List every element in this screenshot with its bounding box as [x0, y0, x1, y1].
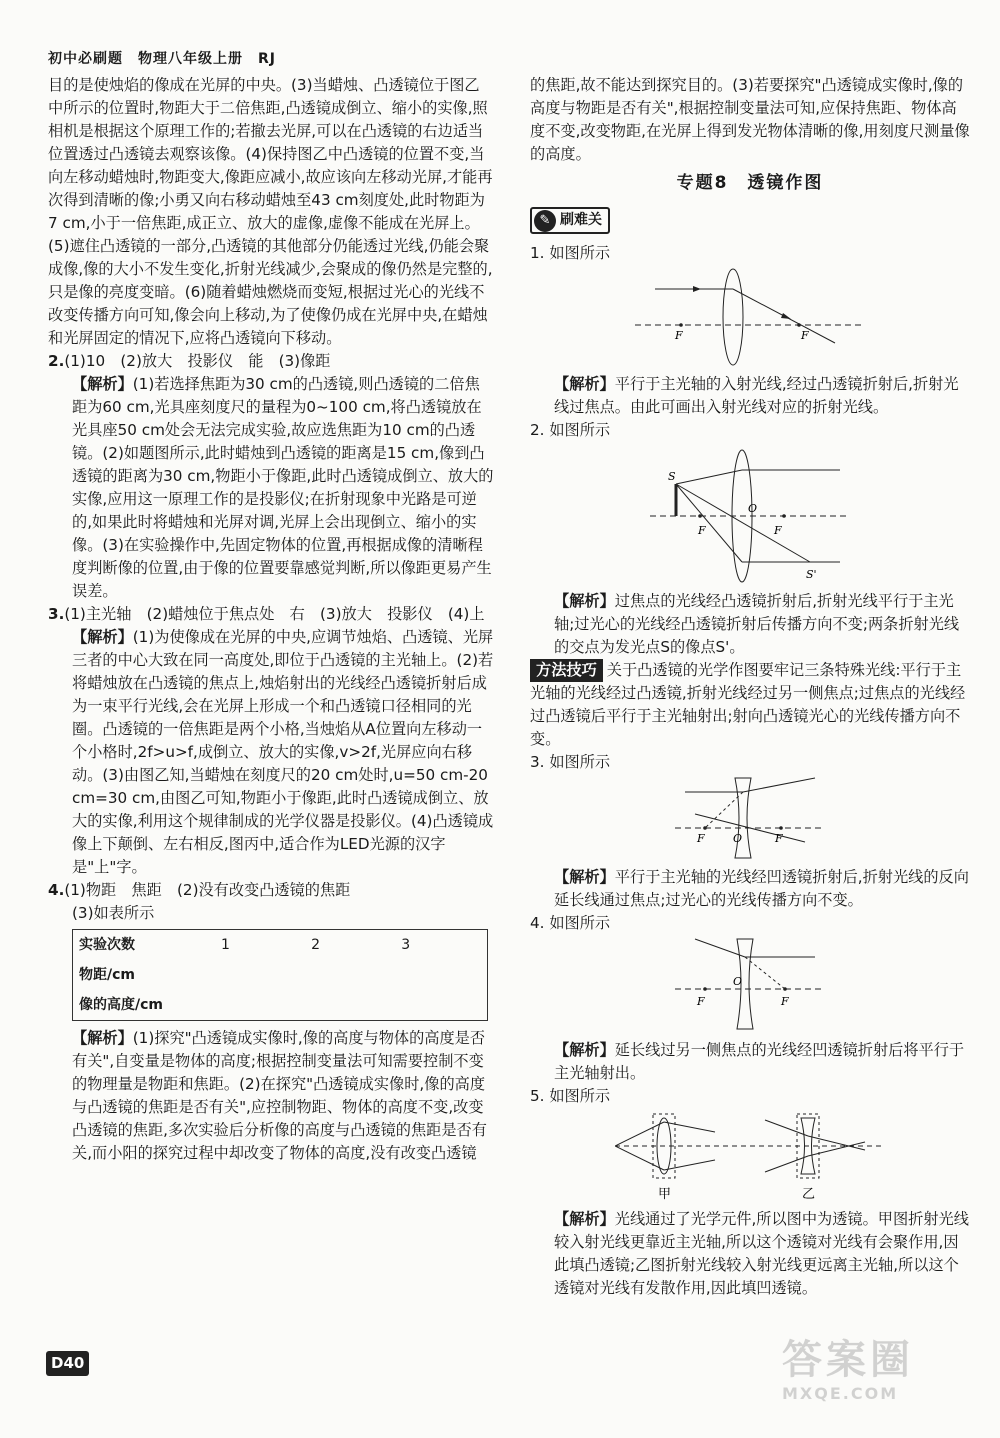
figure-convex-lens-parallel [635, 267, 865, 367]
q4-explanation-tag: 【解析】 [72, 1029, 133, 1047]
right-paragraph: 的焦距,故不能达到探究目的。(3)若要探究"凸透镜成实像时,像的高度与物距是否有关",根据控制变量法可知,应保持焦距、物体高度不变,改变物距,在光屏上得到发光物体清晰的像,用刻度尺测量像的高度。 [530, 76, 970, 163]
focus-label: F [774, 524, 782, 537]
q2-explanation [48, 373, 494, 603]
r-q2-label: 2. 如图所示 [530, 421, 611, 439]
q3-answer-text: (1)主光轴 (2)蜡烛位于焦点处 右 (3)放大 投影仪 (4)上 [64, 605, 485, 623]
q4-explanation-text: (1)探究"凸透镜成实像时,像的高度与物体的高度是否有关",自变量是物体的高度;根据控制变量法可知需要控制不变的物理量是物距和焦距。(2)在探究"凸透镜成实像时,像的高度与凸透镜的焦距是否有关",应控制物距、物体的高度不变,改变凸透镜的焦距,多次实验后分析像的高度与凸透镜的焦距是否有关,而小阳的探究过程中却改变了物体的高度,没有改变凸透镜 [72, 1029, 487, 1162]
image-point-label: S' [806, 568, 817, 581]
table-header-cell: 物距/cm [79, 966, 135, 983]
experiment-table [72, 929, 488, 1021]
r-q1-explanation [530, 373, 970, 419]
r-q3-tag: 【解析】 [554, 868, 615, 886]
table-row [73, 960, 488, 990]
q3-explanation [48, 626, 494, 879]
watermark [782, 1337, 982, 1403]
figure-concave-lens-parallel [675, 776, 825, 860]
focus-label: F [781, 995, 789, 1008]
table-cell: 3 [401, 936, 411, 953]
q4-answer-text: (1)物距 焦距 (2)没有改变凸透镜的焦距 [64, 881, 351, 899]
center-label: O [748, 502, 758, 515]
page-number: D40 [46, 1351, 89, 1376]
figure-convex-lens-point-source [650, 444, 850, 584]
r-q2-explanation [530, 590, 970, 659]
difficulty-badge [530, 207, 610, 234]
r-q1-label: 1. 如图所示 [530, 244, 611, 262]
r-q5-text: 光线通过了光学元件,所以图中为透镜。甲图折射光线较入射光线更靠近主光轴,所以这个透镜对光线有会聚作用,因此填凸透镜;乙图折射光线较入射光线更远离主光轴,所以这个透镜对光线有发散作用,因此填凹透镜。 [554, 1210, 969, 1297]
q4-explanation [48, 1027, 494, 1165]
r-q5-tag: 【解析】 [554, 1210, 615, 1228]
table-cell: 1 [221, 936, 230, 953]
source-label: S [668, 470, 676, 483]
q2-number: 2. [48, 352, 65, 370]
r-q4-label: 4. 如图所示 [530, 914, 611, 932]
fig5-right-label: 乙 [802, 1187, 816, 1202]
r-q5-explanation [530, 1208, 970, 1300]
q4-answer [48, 879, 494, 902]
r-q2-tag: 【解析】 [554, 592, 615, 610]
focus-label: F [801, 329, 809, 342]
figure-concave-lens-focus [675, 937, 825, 1033]
table-row [73, 930, 488, 961]
q3-explanation-tag: 【解析】 [72, 628, 133, 646]
right-column [530, 74, 970, 1300]
topic-title: 专题8 透镜作图 [676, 173, 824, 193]
table-header-cell: 实验次数 [79, 936, 135, 953]
table-row [73, 990, 488, 1021]
r-q4-explanation [530, 1039, 970, 1085]
badge-label: 刷难关 [560, 212, 602, 228]
center-label: O [733, 832, 743, 845]
watermark-url: MXQE.COM [782, 1384, 899, 1403]
method-text: 关于凸透镜的光学作图要牢记三条特殊光线:平行于主光轴的光线经过凸透镜,折射光线经过另一侧焦点;过焦点的光线经过凸透镜后平行于主光轴射出;射向凸透镜光心的光线传播方向不变。 [530, 661, 966, 748]
method-tip [530, 659, 970, 751]
q4-answer-table-note: (3)如表所示 [72, 904, 155, 922]
q2-answer-text: (1)10 (2)放大 投影仪 能 (3)像距 [64, 352, 331, 370]
fig5-left-label: 甲 [658, 1187, 672, 1202]
method-tag: 方法技巧 [530, 659, 603, 682]
r-q1-tag: 【解析】 [554, 375, 615, 393]
q3-answer [48, 603, 494, 626]
q4-number: 4. [48, 881, 65, 899]
watermark-logo: 答案圈 [782, 1337, 914, 1383]
focus-label: F [697, 832, 705, 845]
r-q5-label: 5. 如图所示 [530, 1087, 611, 1105]
center-label: O [733, 975, 743, 988]
focus-label: F [698, 524, 706, 537]
book-icon: ✎ [534, 210, 556, 232]
q2-explanation-tag: 【解析】 [72, 375, 133, 393]
figure-lens-boxes [615, 1110, 885, 1202]
focus-label: F [775, 832, 783, 845]
r-q2-text: 过焦点的光线经凸透镜折射后,折射光线平行于主光轴;过光心的光线经凸透镜折射后传播方向不变;两条折射光线的交点为发光点S的像点S'。 [554, 592, 960, 656]
r-q4-tag: 【解析】 [554, 1041, 615, 1059]
table-cell: 2 [311, 936, 321, 953]
focus-label: F [697, 995, 705, 1008]
q3-explanation-text: (1)为使像成在光屏的中央,应调节烛焰、凸透镜、光屏三者的中心大致在同一高度处,即位于凸透镜的主光轴上。(2)若将蜡烛放在凸透镜的焦点上,烛焰射出的光线经凸透镜折射后成为一束平行光线,会在光屏上形成一个和凸透镜口径相同的光圈。凸透镜的一倍焦距是两个小格,当烛焰从A位置向左移动一个小格时,2f>u>f,成倒立、放大的实像,v>2f,光屏应向右移动。(3)由图乙知,当蜡烛在刻度尺的20 cm处时,u=50 cm-20 cm=30 cm,由图乙可知,物距小于像距,此时凸透镜成倒立、放大的实像,利用这个规律制成的光学仪器是投影仪。(4)凸透镜成像上下颠倒、左右相反,图丙中,适合作为LED光源的汉字是"上"字。 [72, 628, 494, 876]
r-q3-text: 平行于主光轴的光线经凹透镜折射后,折射光线的反向延长线通过焦点;过光心的光线传播方向不变。 [554, 868, 969, 909]
q2-explanation-text: (1)若选择焦距为30 cm的凸透镜,则凸透镜的二倍焦距为60 cm,光具座刻度尺的量程为0~100 cm,将凸透镜放在光具座50 cm处会无法完成实验,故应选焦距为10 cm的凸透镜。(2)如题图所示,此时蜡烛到凸透镜的距离是15 cm,像到凸透镜的距离为30 cm,物距小于像距,此时凸透镜成倒立、放大的实像,应用这一原理工作的是投影仪;在折射现象中光路是可逆的,如果此时将蜡烛和光屏对调,光屏上会出现倒立、缩小的实像。(3)在实验操作中,先固定物体的位置,再根据成像的清晰程度判断像的位置,由于像的位置要靠感觉判断,所以像距更易产生误差。 [72, 375, 494, 600]
focus-label: F [675, 329, 683, 342]
left-paragraph: 目的是使烛焰的像成在光屏的中央。(3)当蜡烛、凸透镜位于图乙中所示的位置时,物距大于二倍焦距,凸透镜成倒立、缩小的实像,照相机是根据这个原理工作的;若撤去光屏,可以在凸透镜的右边适当位置透过凸透镜去观察该像。(4)保持图乙中凸透镜的位置不变,当向左移动蜡烛时,物距变大,像距应减小,故应该向左移动光屏,才能再次得到清晰的像;小勇又向右移动蜡烛至43 cm刻度处,此时物距为7 cm,小于一倍焦距,成正立、放大的虚像,虚像不能成在光屏上。(5)遮住凸透镜的一部分,凸透镜的其他部分仍能透过光线,仍能会聚成像,像的大小不发生变化,折射光线减少,会聚成的像仍然是完整的,只是像的亮度变暗。(6)随着蜡烛燃烧而变短,根据过光心的光线不改变传播方向可知,像会向上移动,为了使像仍成在光屏中央,在蜡烛和光屏固定的情况下,应将凸透镜向下移动。 [48, 76, 493, 347]
q2-answer [48, 350, 494, 373]
r-q4-text: 延长线过另一侧焦点的光线经凹透镜折射后将平行于主光轴射出。 [554, 1041, 965, 1082]
q3-number: 3. [48, 605, 65, 623]
left-column [48, 74, 494, 1165]
r-q3-label: 3. 如图所示 [530, 753, 611, 771]
table-header-cell: 像的高度/cm [79, 996, 163, 1013]
r-q1-text: 平行于主光轴的入射光线,经过凸透镜折射后,折射光线过焦点。由此可画出入射光线对应的折射光线。 [554, 375, 959, 416]
page-header: 初中必刷题 物理八年级上册 RJ [48, 51, 276, 67]
r-q3-explanation [530, 866, 970, 912]
